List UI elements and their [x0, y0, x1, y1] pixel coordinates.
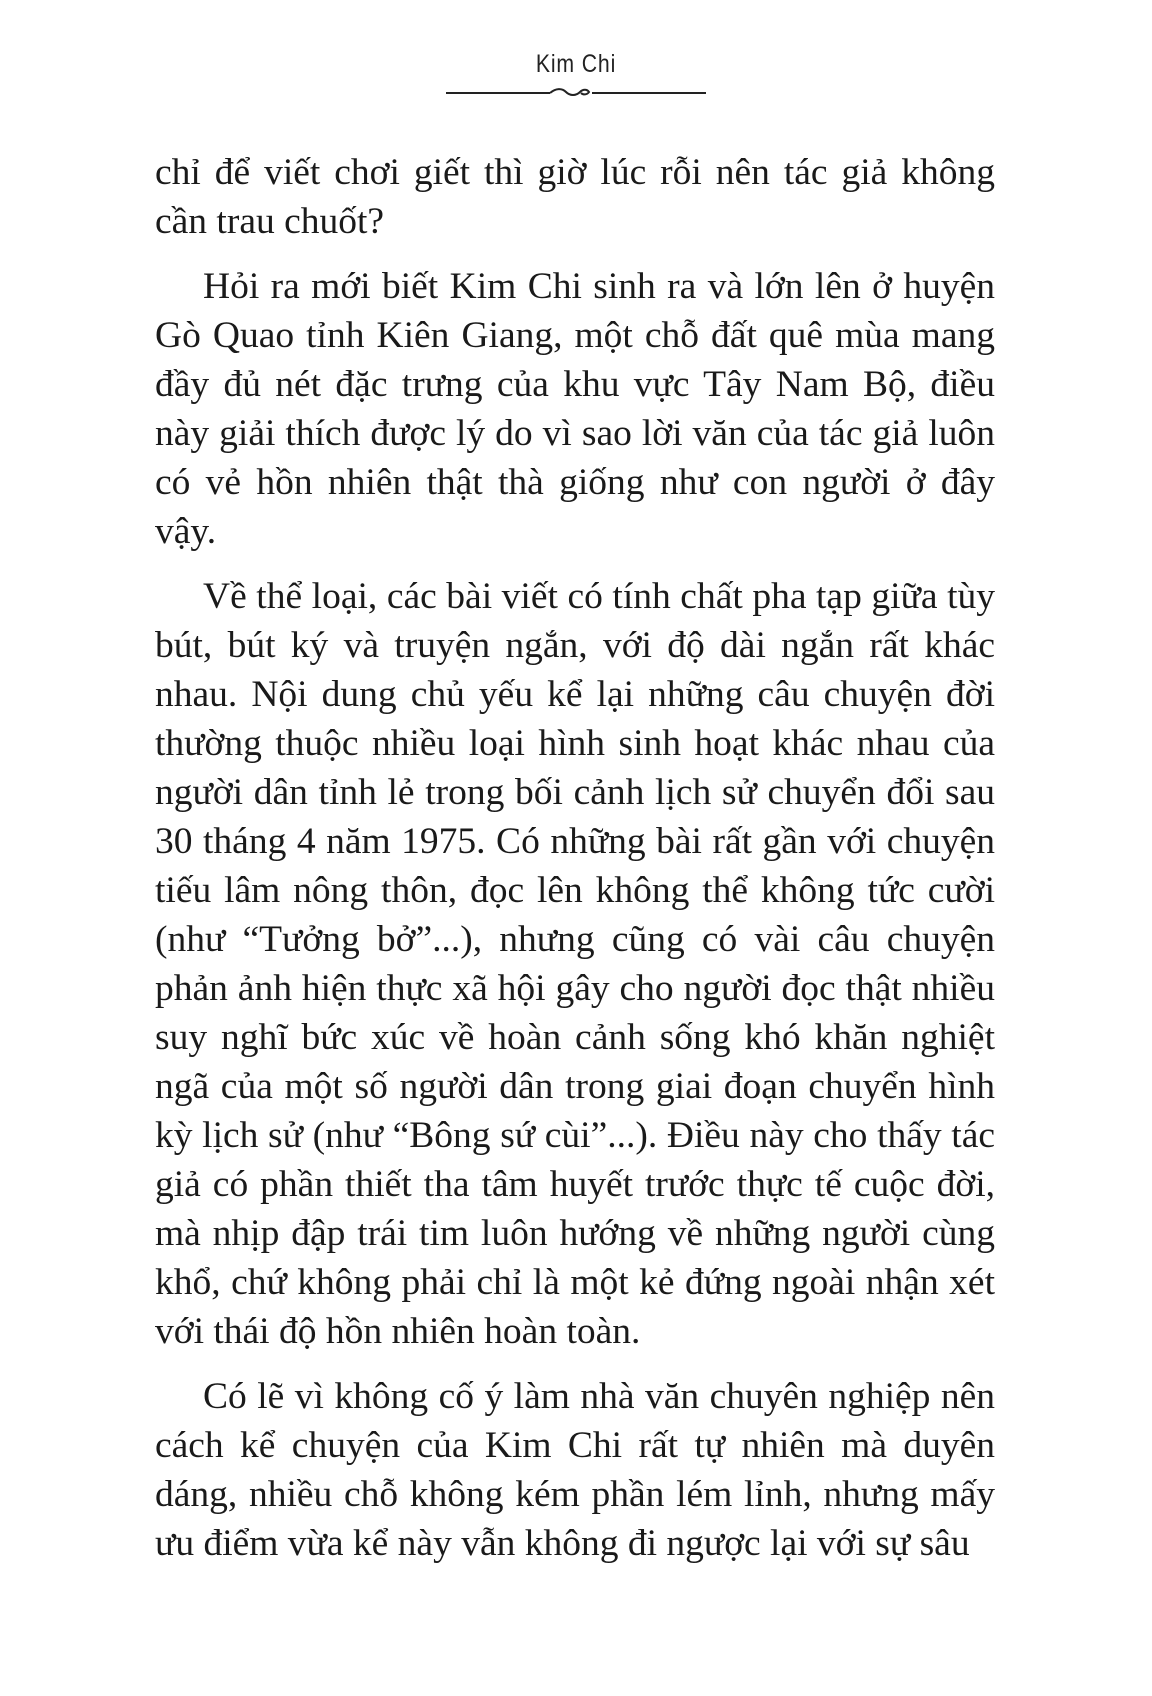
- paragraph: Có lẽ vì không cố ý làm nhà văn chuyên nghiệp nên cách kể chuyện của Kim Chi rất tự nhiên mà duyên dáng, nhiều chỗ không kém phần lém lỉnh, nhưng mấy ưu điểm vừa kể này vẫn không đi ngược lại với sự sâu: [155, 1376, 995, 1564]
- running-header: [0, 50, 1152, 101]
- paragraph-continued: chỉ để viết chơi giết thì giờ lúc rỗi nên tác giả không cần trau chuốt?: [155, 152, 995, 242]
- paragraph: Hỏi ra mới biết Kim Chi sinh ra và lớn lên ở huyện Gò Quao tỉnh Kiên Giang, một chỗ đất quê mùa mang đầy đủ nét đặc trưng của khu vực Tây Nam Bộ, điều này giải thích được lý do vì sao lời văn của tác giả luôn có vẻ hồn nhiên thật thà giống như con người ở đây vậy.: [155, 266, 995, 552]
- running-title: Kim Chi: [535, 50, 617, 78]
- ornament-divider-icon: [446, 85, 706, 101]
- paragraph: Về thể loại, các bài viết có tính chất pha tạp giữa tùy bút, bút ký và truyện ngắn, với độ dài ngắn rất khác nhau. Nội dung chủ yếu kể lại những câu chuyện đời thường thuộc nhiều loại hình sinh hoạt khác nhau của người dân tỉnh lẻ trong bối cảnh lịch sử chuyển đổi sau 30 tháng 4 năm 1975. Có những bài rất gần với chuyện tiếu lâm nông thôn, đọc lên không thể không tức cười (như “Tưởng bở”...), nhưng cũng có vài câu chuyện phản ảnh hiện thực xã hội gây cho người đọc thật nhiều suy nghĩ bức xúc về hoàn cảnh sống khó khăn nghiệt ngã của một số người dân trong giai đoạn chuyển hình kỳ lịch sử (như “Bông sứ cùi”...). Điều này cho thấy tác giả có phần thiết tha tâm huyết trước thực tế cuộc đời, mà nhịp đập trái tim luôn hướng về những người cùng khổ, chứ không phải chỉ là một kẻ đứng ngoài nhận xét với thái độ hồn nhiên hoàn toàn.: [155, 576, 995, 1352]
- body-text: [155, 148, 995, 1584]
